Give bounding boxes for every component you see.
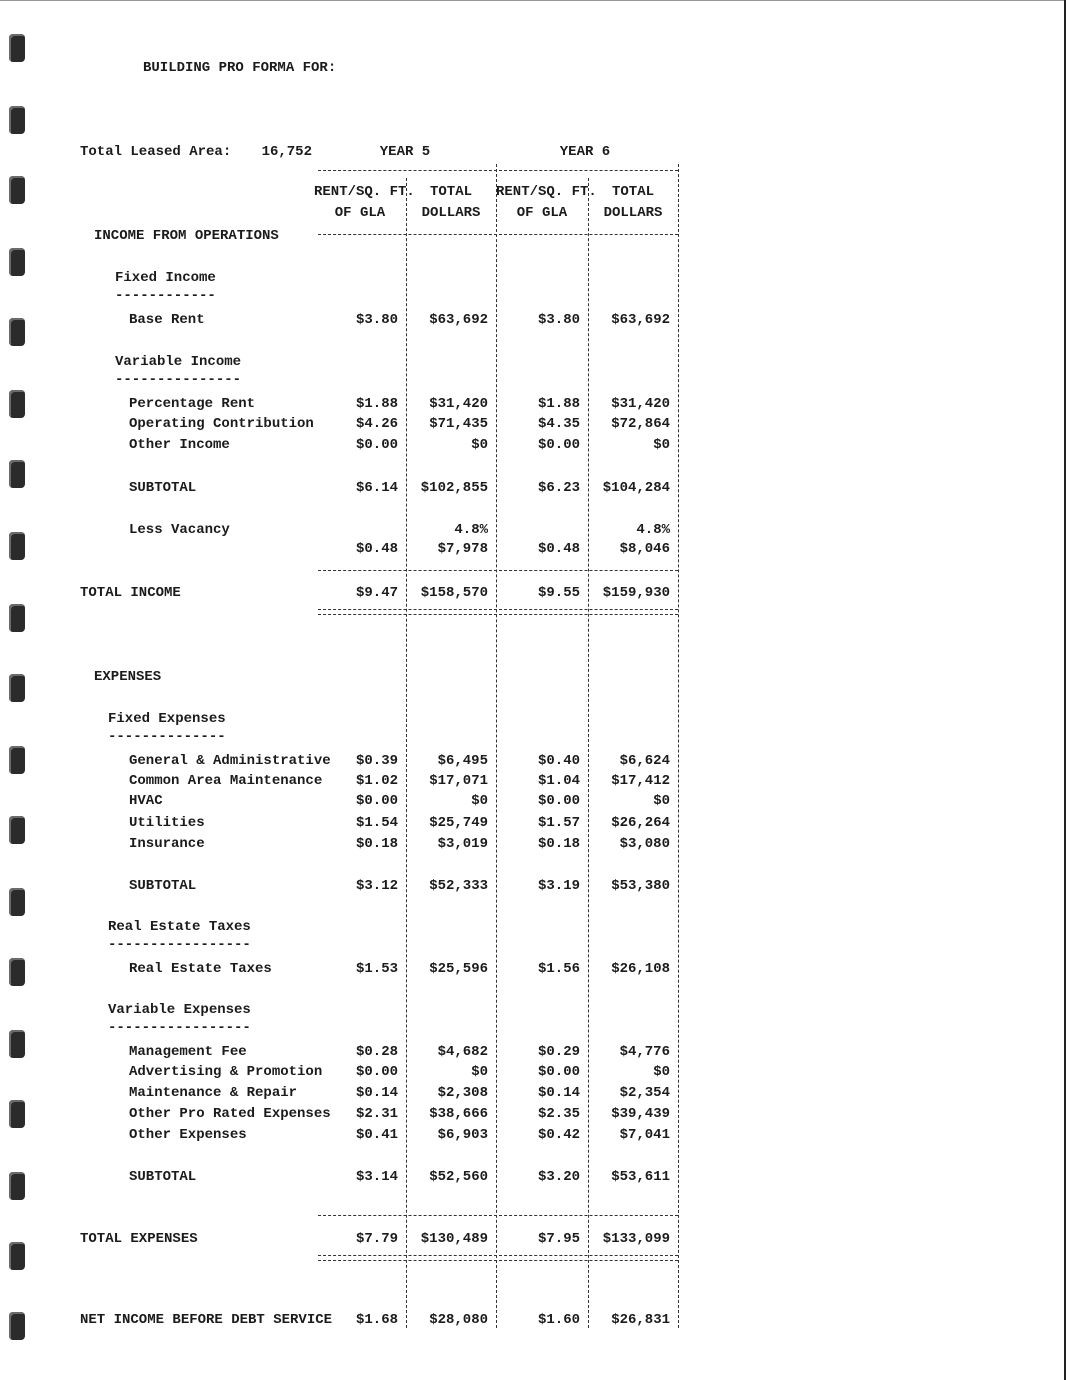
y5-rent-cell: $9.47: [355, 585, 398, 601]
total-expenses-double-rule: [318, 1255, 678, 1261]
row-label: Advertising & Promotion: [129, 1064, 323, 1080]
header-top-rule: [318, 170, 678, 171]
row-label: Other Income: [129, 437, 230, 453]
total-income-double-rule: [318, 609, 678, 615]
y5-total-cell: $28,080: [429, 1312, 488, 1328]
binder-hole: [9, 958, 25, 986]
y6-rent-cell: $1.60: [537, 1312, 580, 1328]
row-label: Operating Contribution: [129, 416, 314, 432]
y6-rent-cell: $2.35: [537, 1106, 580, 1122]
y6-total-cell: $2,354: [619, 1085, 670, 1101]
binder-hole: [9, 746, 25, 774]
row-label: Real Estate Taxes: [129, 961, 272, 977]
y6-total-cell: $0: [653, 1064, 670, 1080]
binder-hole: [9, 1312, 25, 1340]
y6-rent-cell: $0.18: [537, 836, 580, 852]
y5-total-cell: $0: [471, 437, 488, 453]
leased-area-value: 16,752: [261, 144, 312, 160]
binder-hole: [9, 816, 25, 844]
row-label: Management Fee: [129, 1044, 247, 1060]
y6-total-cell: $63,692: [611, 312, 670, 328]
y6-total-cell: $26,264: [611, 815, 670, 831]
row-label: Other Pro Rated Expenses: [129, 1106, 331, 1122]
row-label: Insurance: [129, 836, 205, 852]
y6-rent-cell: $1.57: [537, 815, 580, 831]
leased-area-label: Total Leased Area:: [80, 144, 232, 160]
y6-rent-cell: $1.56: [537, 961, 580, 977]
y5-rent-cell: $6.14: [355, 480, 398, 496]
y6-rent-header: RENT/SQ. FT.: [496, 184, 597, 200]
y5-rent-cell: $1.88: [355, 396, 398, 412]
section-underline: -----------------: [108, 937, 251, 953]
y5-total-cell: $0: [471, 793, 488, 809]
y5-total-header: TOTAL: [429, 184, 472, 200]
y5-rent-cell: $0.28: [355, 1044, 398, 1060]
y5-rent-cell: $3.12: [355, 878, 398, 894]
row-label: Percentage Rent: [129, 396, 256, 412]
y5-total-cell: $71,435: [429, 416, 488, 432]
section-fixed-expenses: Fixed Expenses: [108, 711, 226, 727]
y5-total-cell: 4.8%: [454, 522, 488, 538]
binder-hole: [9, 888, 25, 916]
y5-total-cell: $38,666: [429, 1106, 488, 1122]
y6-total-cell: $4,776: [619, 1044, 670, 1060]
y5-total-cell: $6,495: [437, 753, 488, 769]
page-title: BUILDING PRO FORMA FOR:: [143, 60, 337, 76]
y5-rent-header-sub: OF GLA: [334, 205, 386, 221]
row-label: General & Administrative: [129, 753, 331, 769]
section-expenses: EXPENSES: [94, 669, 162, 685]
y6-rent-cell: $0.29: [537, 1044, 580, 1060]
y5-rent-cell: $0.14: [355, 1085, 398, 1101]
y6-rent-cell: $3.19: [537, 878, 580, 894]
y6-total-cell: $53,380: [611, 878, 670, 894]
y6-total-cell: $72,864: [611, 416, 670, 432]
binder-hole: [9, 1100, 25, 1128]
y6-rent-cell: $3.80: [537, 312, 580, 328]
section-underline: ------------: [115, 288, 216, 304]
y5-total-cell: $0: [471, 1064, 488, 1080]
binder-hole: [9, 1242, 25, 1270]
row-label: SUBTOTAL: [129, 1169, 197, 1185]
y5-total-cell: $130,489: [420, 1231, 488, 1247]
y6-rent-cell: $7.95: [537, 1231, 580, 1247]
row-label: Utilities: [129, 815, 205, 831]
y5-rent-cell: $1.68: [355, 1312, 398, 1328]
section-real-estate-taxes: Real Estate Taxes: [108, 919, 251, 935]
column-separator: [496, 164, 497, 1328]
y5-total-cell: $6,903: [437, 1127, 488, 1143]
section-variable-income: Variable Income: [115, 354, 242, 370]
binder-hole: [9, 604, 25, 632]
y6-rent-cell: $3.20: [537, 1169, 580, 1185]
y6-rent-cell: $0.48: [537, 541, 580, 557]
y6-total-cell: $26,108: [611, 961, 670, 977]
column-separator: [678, 164, 679, 1328]
row-label: HVAC: [129, 793, 163, 809]
binder-hole: [9, 106, 25, 134]
y5-total-cell: $25,596: [429, 961, 488, 977]
y5-total-cell: $4,682: [437, 1044, 488, 1060]
row-label: SUBTOTAL: [129, 878, 197, 894]
y5-total-cell: $52,560: [429, 1169, 488, 1185]
section-income: INCOME FROM OPERATIONS: [94, 228, 279, 244]
row-label: TOTAL EXPENSES: [80, 1231, 198, 1247]
binder-hole: [9, 248, 25, 276]
row-label: Common Area Maintenance: [129, 773, 323, 789]
y6-total-cell: $6,624: [619, 753, 670, 769]
row-label: Maintenance & Repair: [129, 1085, 298, 1101]
section-underline: ---------------: [115, 372, 242, 388]
y5-rent-cell: $7.79: [355, 1231, 398, 1247]
y5-rent-cell: $0.00: [355, 1064, 398, 1080]
y6-rent-cell: $0.40: [537, 753, 580, 769]
row-label: TOTAL INCOME: [80, 585, 181, 601]
y5-total-cell: $7,978: [437, 541, 488, 557]
binder-hole: [9, 674, 25, 702]
y5-total-cell: $31,420: [429, 396, 488, 412]
y6-total-cell: $31,420: [611, 396, 670, 412]
y5-rent-cell: $1.53: [355, 961, 398, 977]
y5-rent-cell: $1.54: [355, 815, 398, 831]
y5-total-cell: $158,570: [420, 585, 488, 601]
y6-rent-cell: $0.00: [537, 437, 580, 453]
row-label: Base Rent: [129, 312, 205, 328]
y6-rent-cell: $9.55: [537, 585, 580, 601]
y6-total-cell: $159,930: [602, 585, 670, 601]
binder-hole: [9, 1030, 25, 1058]
section-underline: --------------: [108, 729, 226, 745]
row-label: NET INCOME BEFORE DEBT SERVICE: [80, 1312, 333, 1328]
y5-rent-cell: $3.80: [355, 312, 398, 328]
binder-hole: [9, 176, 25, 204]
y6-total-cell: $3,080: [619, 836, 670, 852]
y6-rent-cell: $0.00: [537, 1064, 580, 1080]
row-label: SUBTOTAL: [129, 480, 197, 496]
y6-total-cell: $26,831: [611, 1312, 670, 1328]
row-label: Other Expenses: [129, 1127, 247, 1143]
y6-total-cell: $0: [653, 437, 670, 453]
binder-hole: [9, 34, 25, 62]
page-top-edge: [0, 0, 1066, 1]
y5-rent-cell: $2.31: [355, 1106, 398, 1122]
y5-rent-cell: $0.48: [355, 541, 398, 557]
y5-rent-cell: $1.02: [355, 773, 398, 789]
year-5-heading: YEAR 5: [379, 144, 431, 160]
y5-rent-cell: $4.26: [355, 416, 398, 432]
y5-total-cell: $52,333: [429, 878, 488, 894]
binder-hole: [9, 390, 25, 418]
y6-total-header: TOTAL: [611, 184, 654, 200]
y6-total-cell: $39,439: [611, 1106, 670, 1122]
y5-rent-cell: $0.00: [355, 437, 398, 453]
section-variable-expenses: Variable Expenses: [108, 1002, 251, 1018]
y6-rent-cell: $6.23: [537, 480, 580, 496]
row-label: Less Vacancy: [129, 522, 230, 538]
y5-total-cell: $102,855: [420, 480, 488, 496]
binder-hole: [9, 318, 25, 346]
binder-hole: [9, 1172, 25, 1200]
y6-rent-cell: $4.35: [537, 416, 580, 432]
section-fixed-income: Fixed Income: [115, 270, 216, 286]
y6-total-cell: $7,041: [619, 1127, 670, 1143]
y5-total-cell: $2,308: [437, 1085, 488, 1101]
total-expenses-top-rule: [318, 1215, 678, 1216]
binder-holes: [9, 0, 29, 1380]
y6-rent-cell: $1.04: [537, 773, 580, 789]
y6-total-header-sub: DOLLARS: [603, 205, 663, 221]
binder-hole: [9, 460, 25, 488]
y5-rent-cell: $0.39: [355, 753, 398, 769]
binder-hole: [9, 532, 25, 560]
y6-rent-header-sub: OF GLA: [516, 205, 568, 221]
y5-rent-cell: $0.18: [355, 836, 398, 852]
y5-rent-cell: $0.00: [355, 793, 398, 809]
y5-total-cell: $3,019: [437, 836, 488, 852]
y5-rent-cell: $3.14: [355, 1169, 398, 1185]
y6-total-cell: $0: [653, 793, 670, 809]
y6-total-cell: 4.8%: [636, 522, 670, 538]
y6-rent-cell: $0.14: [537, 1085, 580, 1101]
y6-total-cell: $8,046: [619, 541, 670, 557]
y5-total-cell: $25,749: [429, 815, 488, 831]
section-underline: -----------------: [108, 1020, 251, 1036]
year-6-heading: YEAR 6: [559, 144, 611, 160]
y5-total-header-sub: DOLLARS: [421, 205, 481, 221]
y5-rent-cell: $0.41: [355, 1127, 398, 1143]
y6-rent-cell: $1.88: [537, 396, 580, 412]
header-bottom-rule: [318, 234, 678, 235]
y6-rent-cell: $0.42: [537, 1127, 580, 1143]
y6-total-cell: $133,099: [602, 1231, 670, 1247]
y5-total-cell: $63,692: [429, 312, 488, 328]
y6-total-cell: $17,412: [611, 773, 670, 789]
y5-total-cell: $17,071: [429, 773, 488, 789]
total-income-top-rule: [318, 570, 678, 571]
y5-rent-header: RENT/SQ. FT.: [314, 184, 415, 200]
y6-rent-cell: $0.00: [537, 793, 580, 809]
y6-total-cell: $53,611: [611, 1169, 670, 1185]
y6-total-cell: $104,284: [602, 480, 670, 496]
